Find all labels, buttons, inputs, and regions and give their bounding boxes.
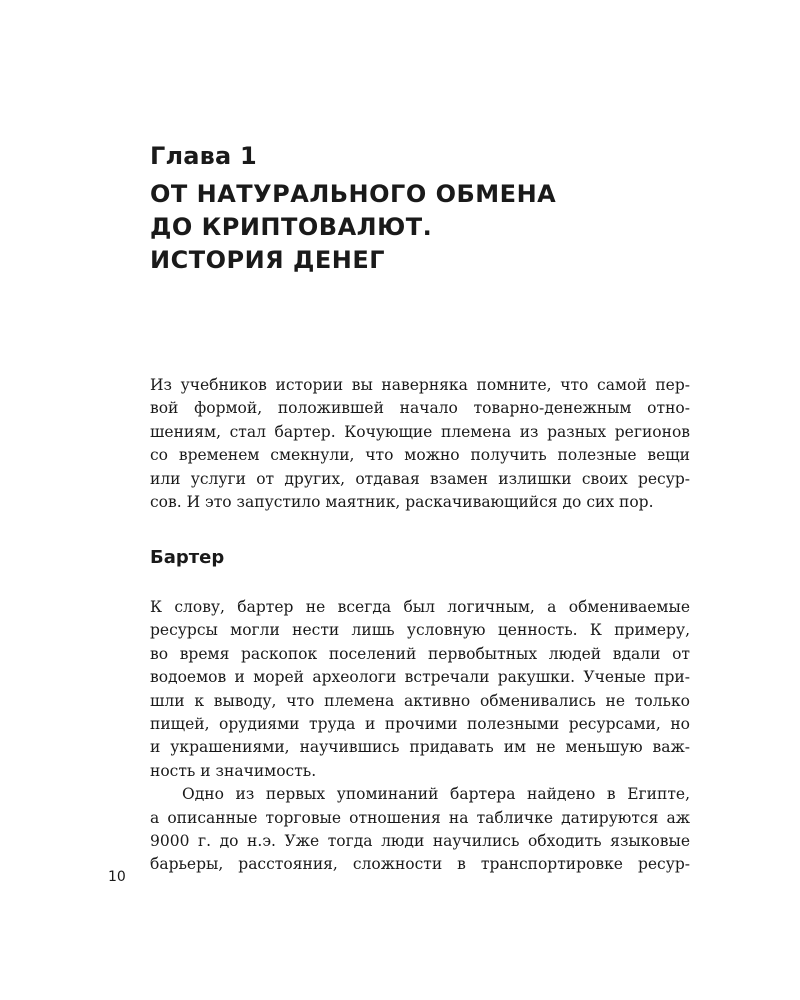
page-number: 10 xyxy=(108,869,126,885)
text-line: а описанные торговые отношения на табличке датируются аж xyxy=(150,808,690,827)
text-line: ность и значимость. xyxy=(150,761,317,780)
chapter-title-line: ИСТОРИЯ ДЕНЕГ xyxy=(150,246,386,274)
chapter-title xyxy=(150,178,556,277)
text-line: К слову, бартер не всегда был логичным, а обмениваемые xyxy=(150,598,690,616)
text-line: шениям, стал бартер. Кочующие племена из разных регионов xyxy=(150,422,690,441)
text-line: или услуги от других, отдавая взамен излишки своих ресур- xyxy=(150,469,690,488)
chapter-title-line: ДО КРИПТОВАЛЮТ. xyxy=(150,213,433,241)
text-line: во время раскопок поселений первобытных людей вдали от xyxy=(150,644,690,663)
text-line: водоемов и морей археологи встречали ракушки. Ученые при- xyxy=(150,668,690,687)
text-line: и украшениями, научившись придавать им не меньшую важ- xyxy=(150,738,690,757)
text-line: со временем смекнули, что можно получить полезные вещи xyxy=(150,446,690,465)
text-line: сов. И это запустило маятник, раскачивающийся до сих пор. xyxy=(150,493,654,512)
text-line: шли к выводу, что племена активно обменивались не только xyxy=(150,691,690,710)
intro-paragraph xyxy=(150,374,690,514)
text-line: барьеры, расстояния, сложности в транспортировке ресур- xyxy=(150,855,690,874)
text-line: Одно из первых упоминаний бартера найдено в Египте, xyxy=(182,785,690,804)
section-heading: Бартер xyxy=(150,547,225,568)
chapter-label: Глава 1 xyxy=(150,142,257,170)
text-line: пищей, орудиями труда и прочими полезными ресурсами, но xyxy=(150,715,690,734)
text-line: ресурсы могли нести лишь условную ценность. К примеру, xyxy=(150,621,690,640)
text-line: вой формой, положившей начало товарно-денежным отно- xyxy=(150,399,690,418)
text-line: Из учебников истории вы наверняка помните, что самой пер- xyxy=(150,376,690,394)
chapter-title-line: ОТ НАТУРАЛЬНОГО ОБМЕНА xyxy=(150,180,557,208)
section-body xyxy=(150,596,690,877)
text-line: 9000 г. до н.э. Уже тогда люди научились обходить языковые xyxy=(150,832,690,851)
